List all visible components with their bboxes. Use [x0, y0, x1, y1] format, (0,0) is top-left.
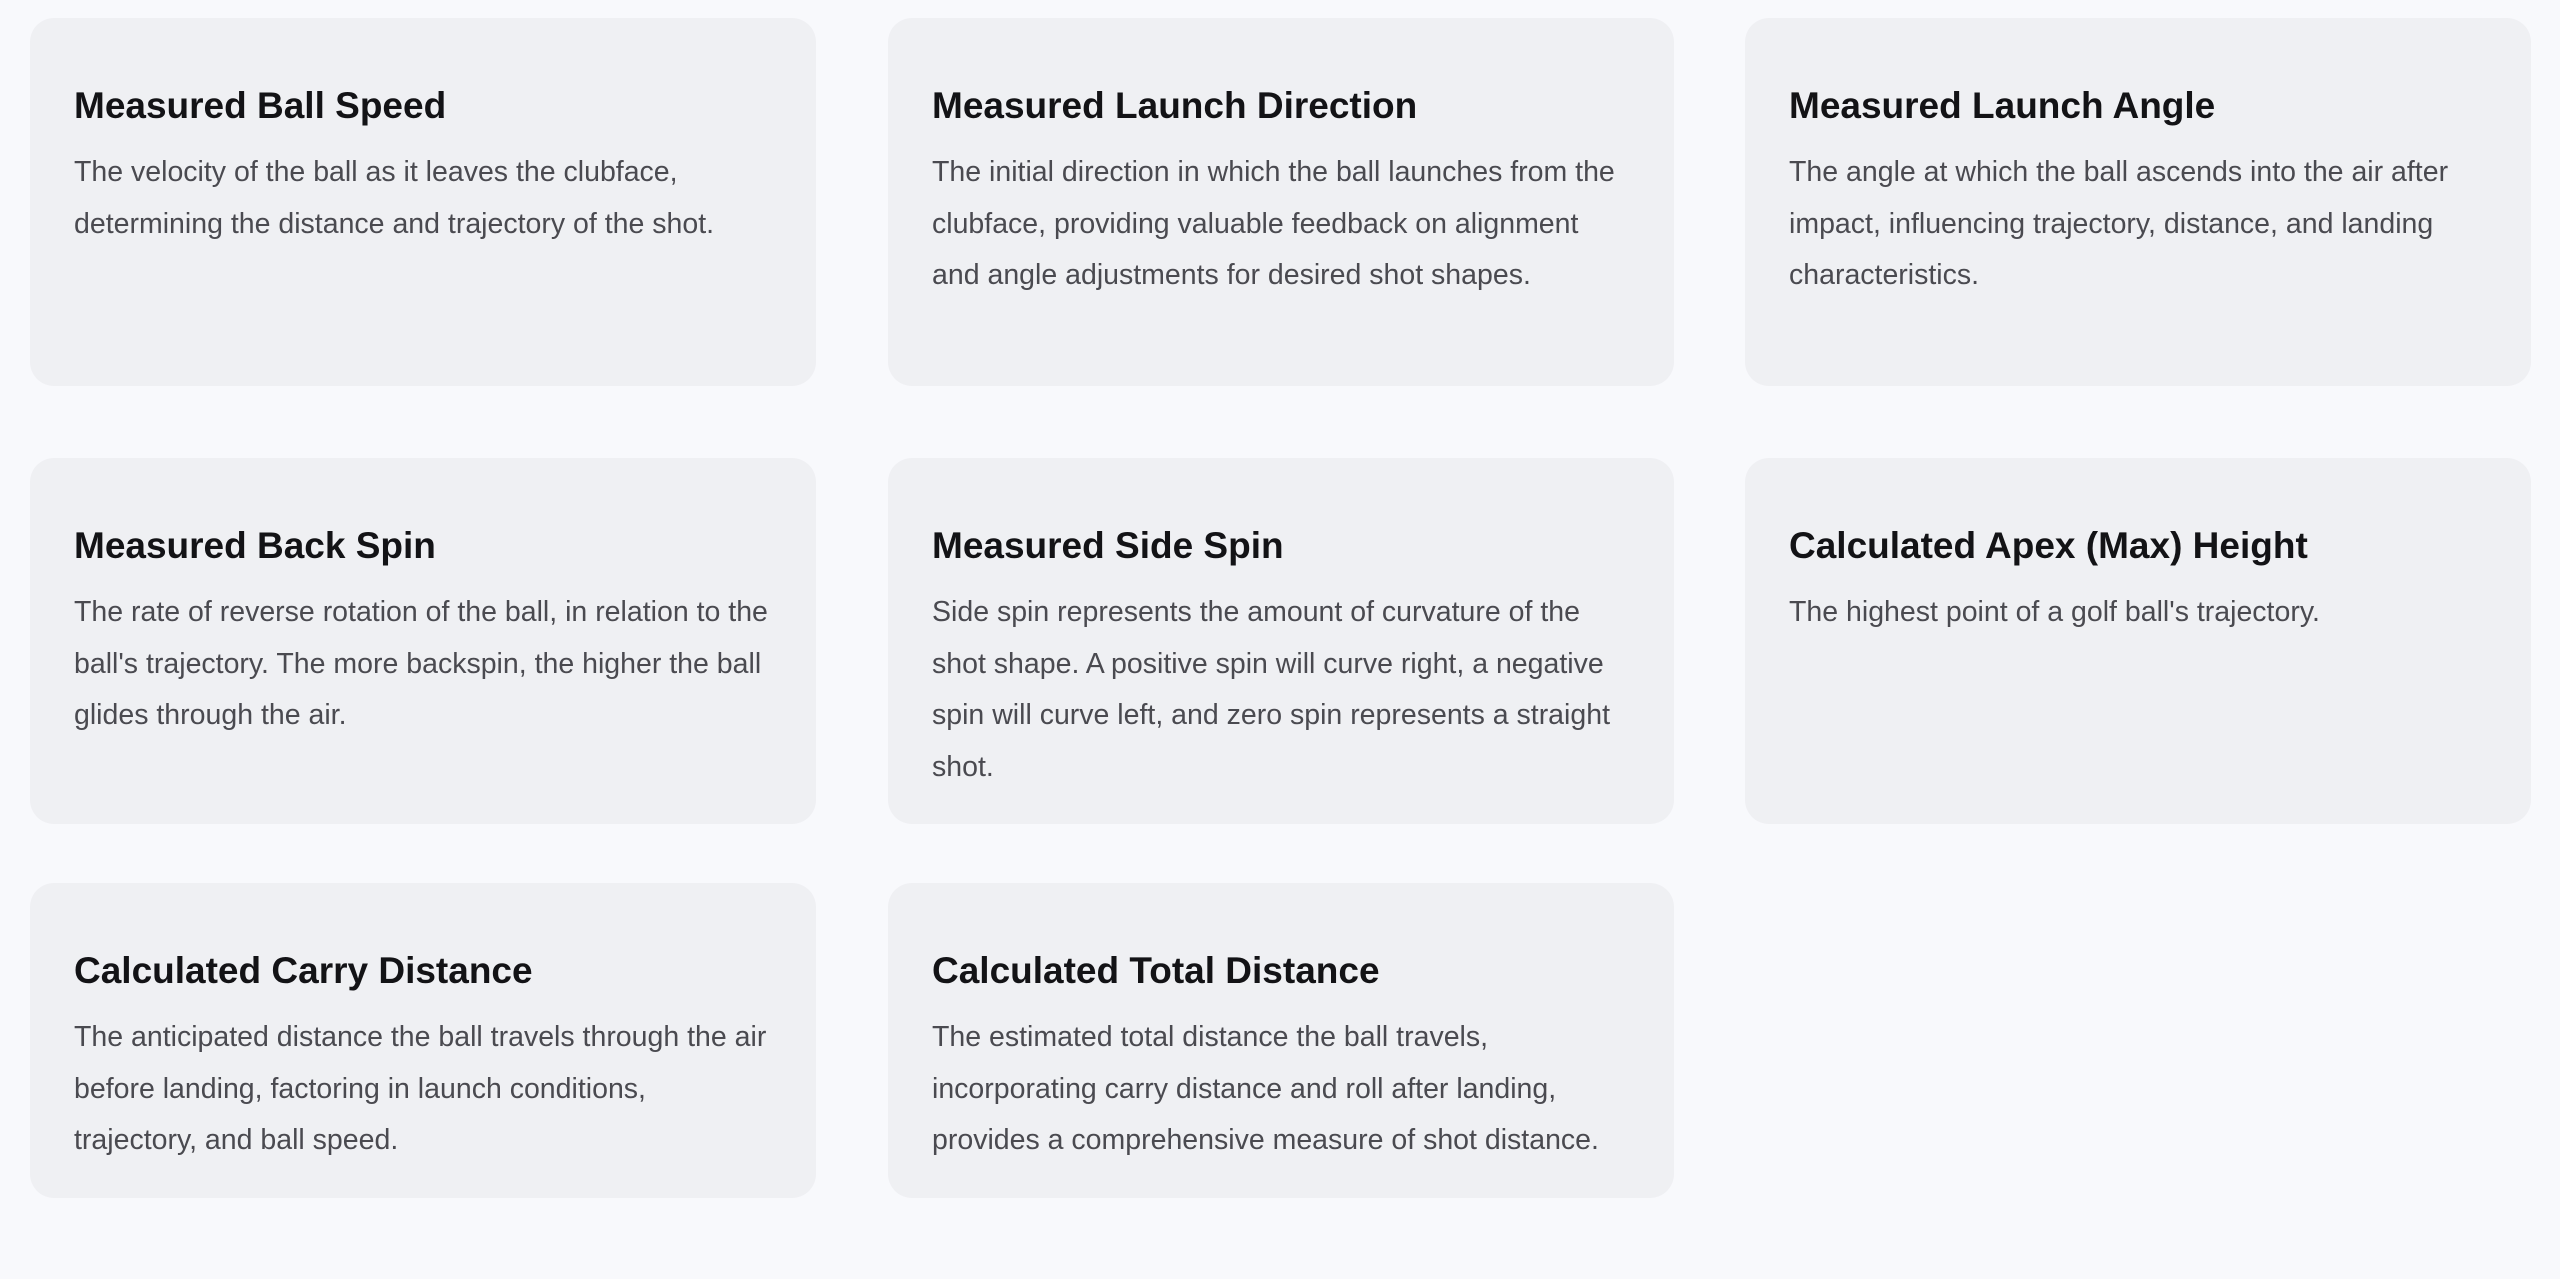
- metric-description: The angle at which the ball ascends into the air after impact, influencing trajectory, distance, and landing characteristics.: [1789, 156, 2449, 291]
- metric-title: Calculated Apex (Max) Height: [1789, 525, 2308, 566]
- metric-description: The anticipated distance the ball travels through the air before landing, factoring in launch conditions, trajectory, and ball speed.: [74, 1021, 767, 1156]
- metric-card-launch-angle: [1745, 18, 2531, 386]
- metric-card-side-spin: [888, 458, 1674, 824]
- metric-card-total-distance: [888, 883, 1674, 1198]
- metric-title: Measured Ball Speed: [74, 85, 447, 126]
- metric-title: Measured Launch Angle: [1789, 85, 2216, 126]
- metric-description: Side spin represents the amount of curvature of the shot shape. A positive spin will curve right, a negative spin will curve left, and zero spin represents a straight shot.: [932, 596, 1610, 783]
- metric-card-back-spin: [30, 458, 816, 824]
- metric-title: Measured Side Spin: [932, 525, 1284, 566]
- metric-card-launch-direction: [888, 18, 1674, 386]
- metric-description: The initial direction in which the ball launches from the clubface, providing valuable feedback on alignment and angle adjustments for desired shot shapes.: [932, 156, 1615, 291]
- metric-description: The rate of reverse rotation of the ball, in relation to the ball's trajectory. The more backspin, the higher the ball glides through the air.: [74, 596, 768, 731]
- metric-card-ball-speed: [30, 18, 816, 386]
- metric-title: Measured Back Spin: [74, 525, 436, 566]
- metric-description: The velocity of the ball as it leaves the clubface, determining the distance and trajectory of the shot.: [74, 156, 715, 240]
- metric-title: Measured Launch Direction: [932, 85, 1418, 126]
- metric-title: Calculated Total Distance: [932, 950, 1380, 991]
- metric-title: Calculated Carry Distance: [74, 950, 533, 991]
- metric-description: The highest point of a golf ball's trajectory.: [1789, 596, 2320, 628]
- metric-card-carry-distance: [30, 883, 816, 1198]
- metric-description: The estimated total distance the ball travels, incorporating carry distance and roll after landing, provides a comprehensive measure of shot distance.: [932, 1021, 1599, 1156]
- metric-card-apex-height: [1745, 458, 2531, 824]
